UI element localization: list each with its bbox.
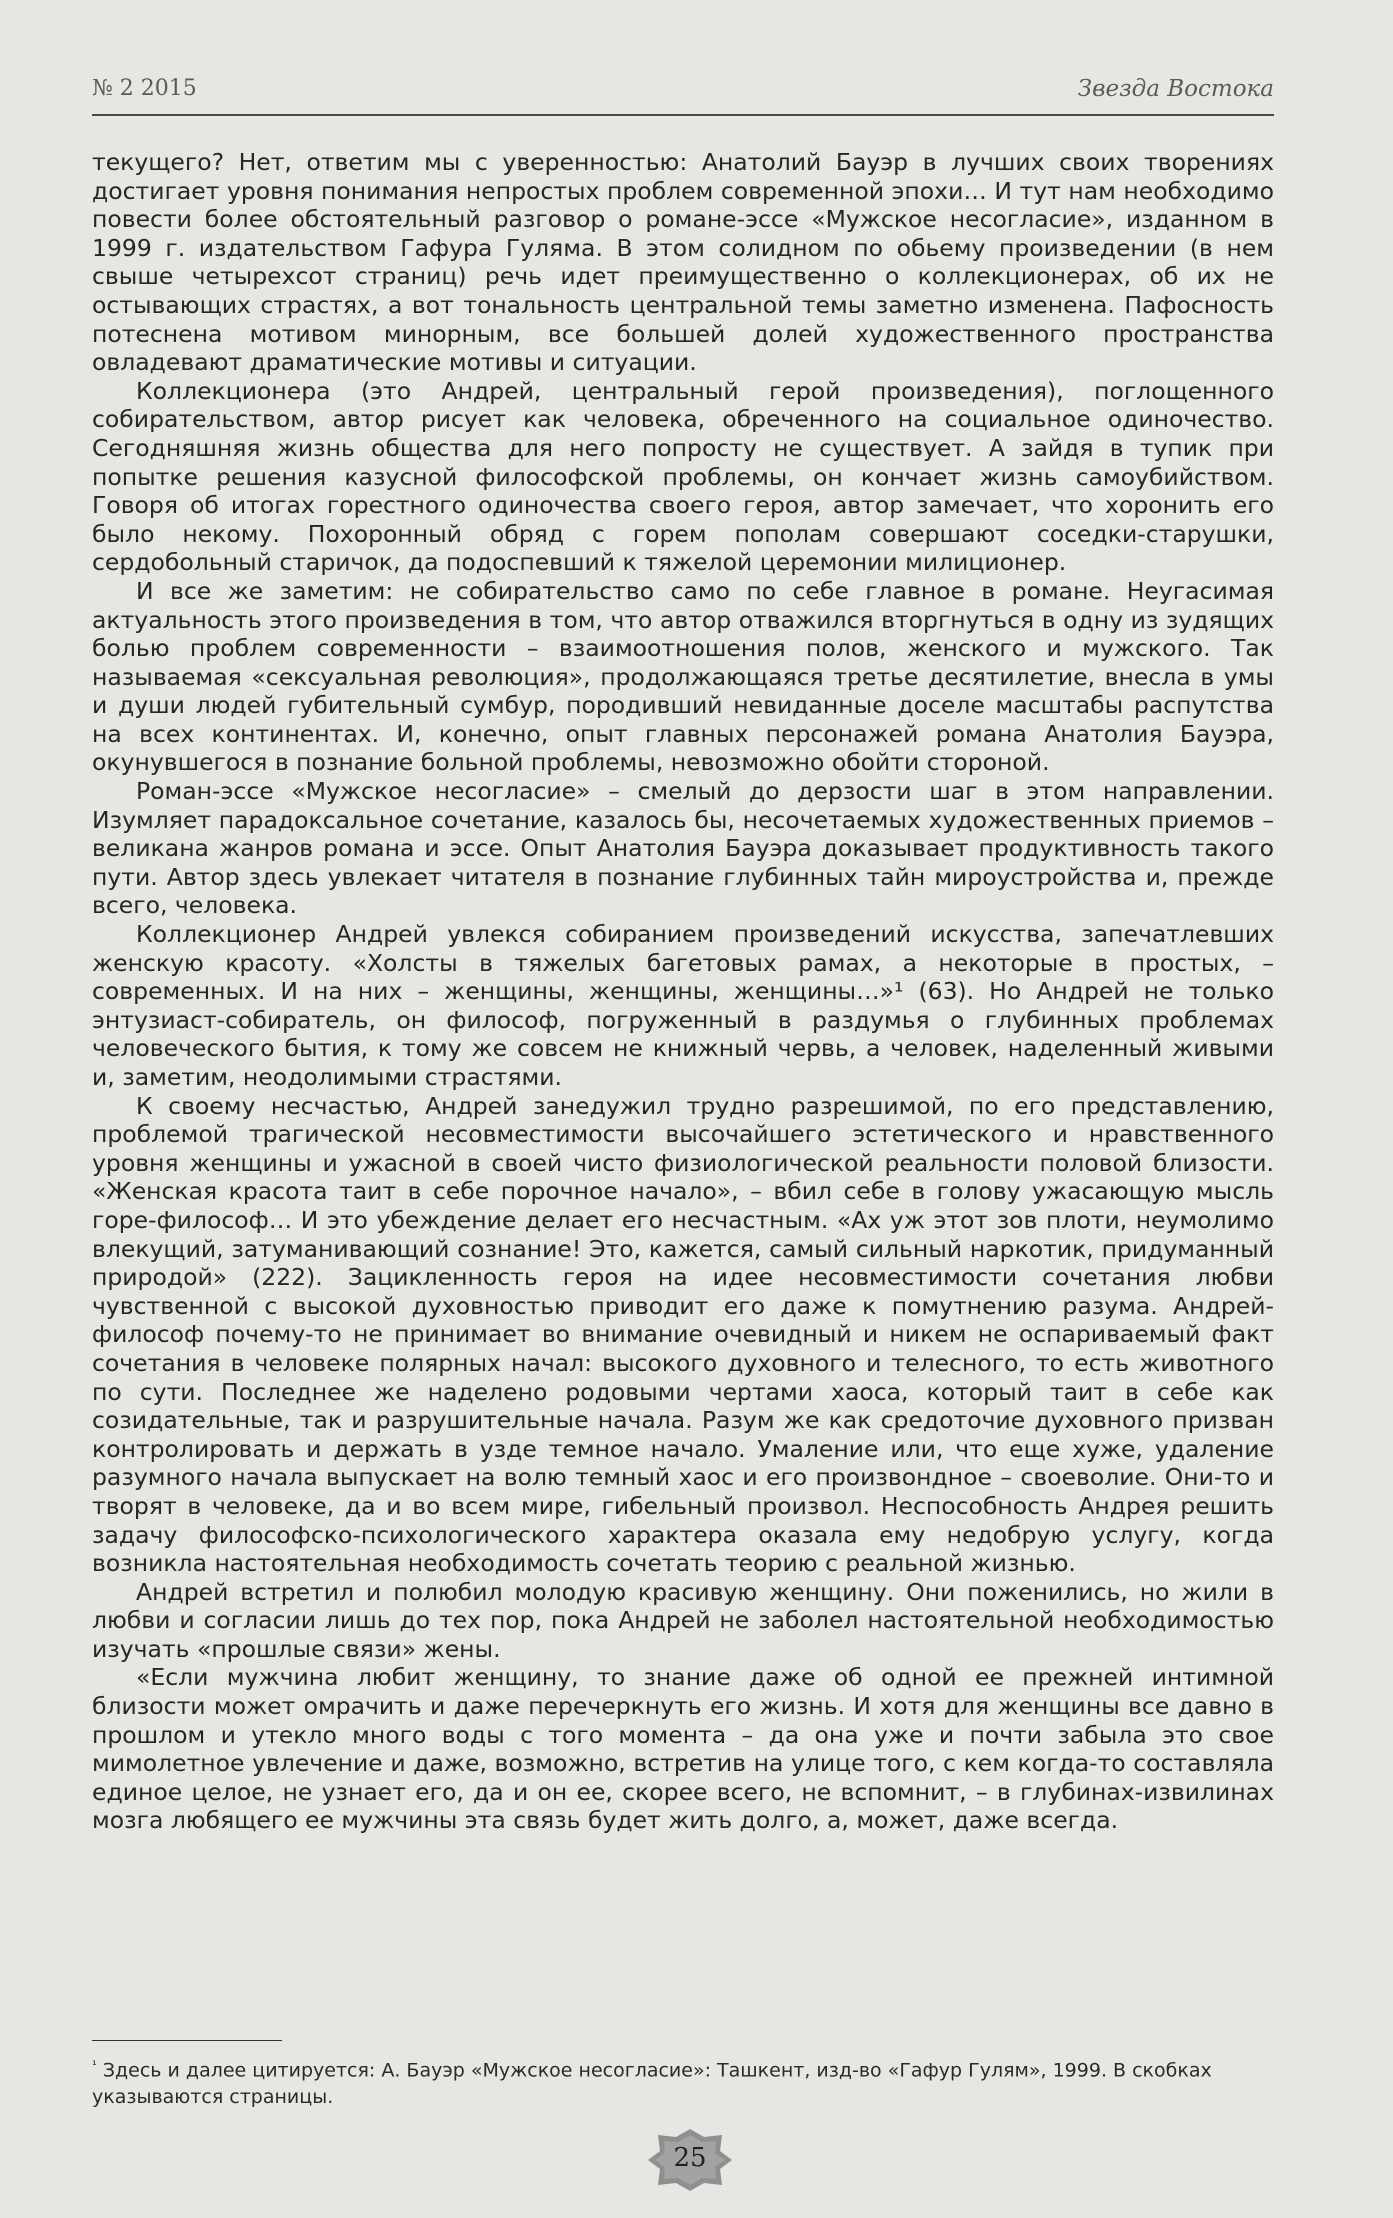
footnote-divider xyxy=(92,2040,282,2041)
running-header xyxy=(92,74,1274,116)
paragraph: К своему несчастью, Андрей занедужил трудно разрешимой, по его представлению, проблемой трагической несовместимости высочайшего эстетического и нравственного уровня женщины и ужасной в своей чисто физиологической реальности половой близости. «Женская красота таит в себе порочное начало», – вбил себе в голову ужасающую мысль горе-философ… И это убеждение делает его несчастным. «Ах уж этот зов плоти, неумолимо влекущий, затуманивающий сознание! Это, кажется, самый сильный наркотик, придуманный природой» (222). Зацикленность героя на идее несовместимости сочетания любви чувственной с высокой духовностью приводит его даже к помутнению разума. Андрей-философ почему-то не принимает во внимание очевидный и никем не оспариваемый факт сочетания в человеке полярных начал: высокого духовного и телесного, то есть животного по сути. Последнее же наделено родовыми чертами хаоса, который таит в себе как созидательные, так и разрушительные начала. Разум же как средоточие духовного призван контролировать и держать в узде темное начало. Умаление или, что еще хуже, удаление разумного начала выпускает на волю темный хаос и его произвондное – своеволие. Они-то и творят в человеке, да и во всем мире, гибельный произвол. Неспособность Андрея решить задачу философско-психологического характера оказала ему недобрую услугу, когда возникла настоятельная необходимость сочетать теорию с реальной жизнью. xyxy=(92,1091,1274,1578)
paragraph: текущего? Нет, ответим мы с уверенностью: Анатолий Бауэр в лучших своих творениях достигает уровня понимания непростых проблем современной эпохи… И тут нам необходимо повести более обстоятельный разговор о романе-эссе «Мужское несогласие», изданном в 1999 г. издательством Гафура Гуляма. В этом солидном по обьему произведении (в нем свыше четырехсот страниц) речь идет преимущественно о коллекционерах, об их не остывающих страстях, а вот тональность центральной темы заметно изменена. Пафосность потеснена мотивом минорным, все большей долей художественного пространства овладевают драматические мотивы и ситуации. xyxy=(92,148,1274,377)
paragraph: И все же заметим: не собирательство само по себе главное в романе. Неугасимая актуальность этого произведения в том, что автор отважился вторгнуться в одну из зудящих болью проблем современности – взаимоотношения полов, женского и мужского. Так называемая «сексуальная революция», продолжающаяся третье десятилетие, внесла в умы и души людей губительный сумбур, породивший невиданные доселе масштабы распутства на всех континентах. И, конечно, опыт главных персонажей романа Анатолия Бауэра, окунувшегося в познание больной проблемы, невозможно обойти стороной. xyxy=(92,576,1274,777)
page-number: 25 xyxy=(673,2143,707,2173)
paragraph: Коллекционера (это Андрей, центральный герой произведения), поглощенного собирательством, автор рисует как человека, обреченного на социальное одиночество. Сегодняшняя жизнь общества для него попросту не существует. А зайдя в тупик при попытке решения казусной философской проблемы, он кончает жизнь самоубийством. Говоря об итогах горестного одиночества своего героя, автор замечает, что хоронить его было некому. Похоронный обряд с горем пополам совершают соседки-старушки, сердобольный старичок, да подоспевший к тяжелой церемонии милиционер. xyxy=(92,376,1274,577)
footnote xyxy=(92,2052,1242,2111)
paragraph: Андрей встретил и полюбил молодую красивую женщину. Они поженились, но жили в любви и согласии лишь до тех пор, пока Андрей не заболел настоятельной необходимостью изучать «прошлые связи» жены. xyxy=(92,1577,1274,1663)
paragraph: Роман-эссе «Мужское несогласие» – смелый до дерзости шаг в этом направлении. Изумляет парадоксальное сочетание, казалось бы, несочетаемых художественных приемов – великана жанров романа и эссе. Опыт Анатолия Бауэра доказывает продуктивность такого пути. Автор здесь увлекает читателя в познание глубинных тайн мироустройства и, прежде всего, человека. xyxy=(92,777,1274,920)
footnote-marker: ¹ xyxy=(92,2058,97,2072)
paragraph: Коллекционер Андрей увлекся собиранием произведений искусства, запечатлевших женскую красоту. «Холсты в тяжелых багетовых рамах, а некоторые в простых, – современных. И на них – женщины, женщины, женщины…»¹ (63). Но Андрей не только энтузиаст-собиратель, он философ, погруженный в раздумья о глубинных проблемах человеческого бытия, к тому же совсем не книжный червь, а человек, наделенный живыми и, заметим, неодолимыми страстями. xyxy=(92,920,1274,1091)
paragraph: «Если мужчина любит женщину, то знание даже об одной ее прежней интимной близости может омрачить и даже перечеркнуть его жизнь. И хотя для женщины все давно в прошлом и утекло много воды с того момента – да она уже и почти забыла это свое мимолетное увлечение и даже, возможно, встретив на улице того, с кем когда-то составляла единое целое, не узнает его, да и он ее, скорее всего, не вспомнит, – в глубинах-извилинах мозга любящего ее мужчины эта связь будет жить долго, а, может, даже всегда. xyxy=(92,1663,1274,1835)
page-number-badge xyxy=(646,2127,734,2193)
footnote-text: Здесь и далее цитируется: А. Бауэр «Мужское несогласие»: Ташкент, изд-во «Гафур Гулям», 1999. В скобках указываются страницы. xyxy=(92,2059,1212,2109)
journal-title: Звезда Востока xyxy=(1077,76,1274,102)
article-body xyxy=(92,148,1274,1835)
issue-number: № 2 2015 xyxy=(92,76,197,101)
